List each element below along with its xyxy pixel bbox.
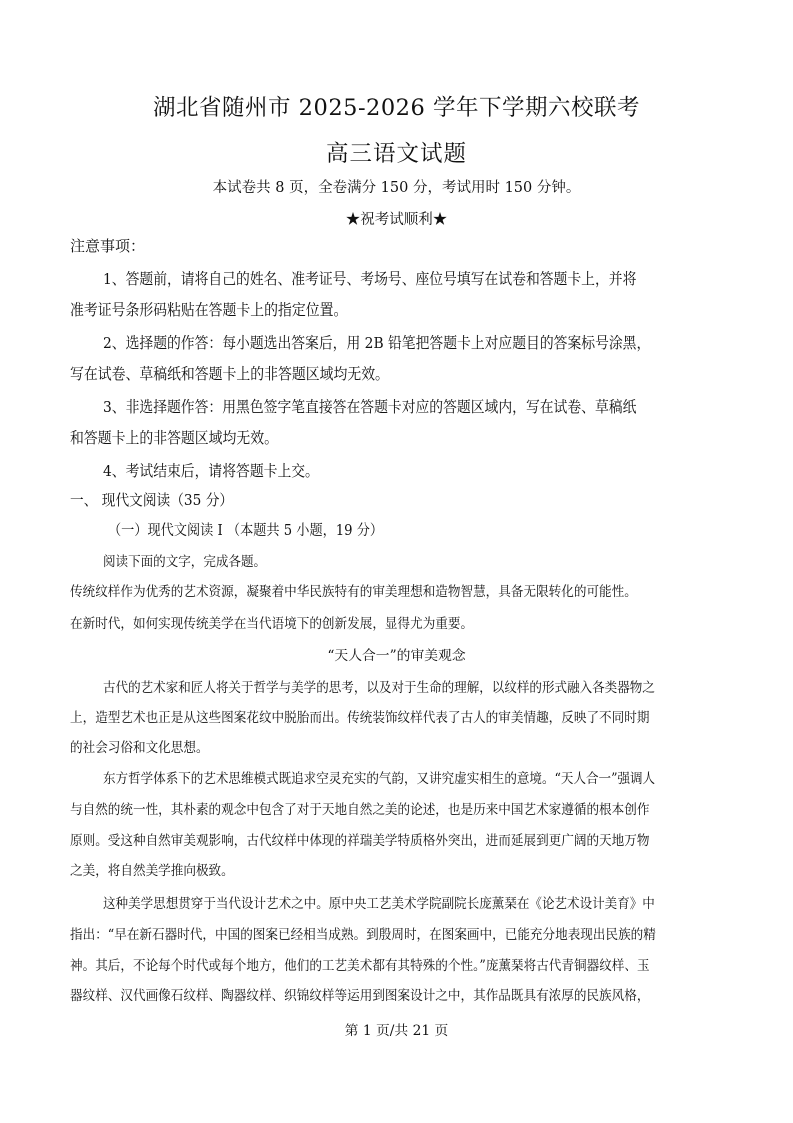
notice-line: 和答题卡上的非答题区域均无效。: [70, 429, 278, 447]
paragraph-line: 古代的艺术家和匠人将关于哲学与美学的思考，以及对于生命的理解，以纹样的形式融入各类器物之: [103, 680, 655, 696]
notice-line: 2、选择题的作答：每小题选出答案后，用 2B 铅笔把答题卡上对应题目的答案标号涂黑，: [103, 334, 651, 352]
intro-line: 传统纹样作为优秀的艺术资源，凝聚着中华民族特有的审美理想和造物智慧，具备无限转化的可能性。: [70, 584, 637, 600]
notice-line: 准考证号条形码粘贴在答题卡上的指定位置。: [70, 301, 348, 319]
exam-subject-title: 高三语文试题: [325, 141, 467, 167]
section-subheading: （一）现代文阅读 I （本题共 5 小题，19 分）: [108, 523, 384, 539]
section-heading: 一、 现代文阅读（35 分）: [70, 491, 234, 509]
page-number: 第 1 页/共 21 页: [344, 1023, 449, 1039]
paragraph-line: 原则。受这种自然审美观影响，古代纹样中体现的祥瑞美学特质格外突出，进而延展到更广阔的天地万物: [70, 833, 650, 849]
paragraph-line: 器纹样、汉代画像石纹样、陶器纹样、织锦纹样等运用到图案设计之中，其作品既具有浓厚的民族风格，: [70, 988, 650, 1004]
blessing: ★祝考试顺利★: [345, 212, 448, 228]
paragraph-line: 神。其后，不论每个时代或每个地方，他们的工艺美术都有其特殊的个性。”庞薰琹将古代青铜器纹样、玉: [70, 958, 650, 974]
notice-line: 4、考试结束后，请将答题卡上交。: [103, 462, 319, 480]
paragraph-line: 指出：“早在新石器时代，中国的图案已经相当成熟。到殷周时，在图案画中，已能充分地表现出民族的精: [70, 927, 656, 943]
notice-line: 3、非选择题作答：用黑色签字笔直接答在答题卡对应的答题区域内，写在试卷、草稿纸: [103, 398, 637, 416]
paragraph-line: 之美，将自然美学推向极致。: [70, 863, 234, 879]
exam-info: 本试卷共 8 页，全卷满分 150 分，考试用时 150 分钟。: [212, 180, 581, 196]
notice-line: 1、答题前，请将自己的姓名、准考证号、考场号、座位号填写在试卷和答题卡上，并将: [103, 270, 637, 288]
paragraph-line: 与自然的统一性，其朴素的观念中包含了对于天地自然之美的论述，也是历来中国艺术家遵循的根本创作: [70, 802, 650, 818]
paragraph-line: 东方哲学体系下的艺术思维模式既追求空灵充实的气韵，又讲究虚实相生的意境。“天人合一”强调人: [103, 771, 656, 787]
notice-line: 写在试卷、草稿纸和答题卡上的非答题区域均无效。: [70, 365, 389, 383]
paragraph-line: 的社会习俗和文化思想。: [70, 740, 209, 756]
paragraph-line: 上，造型艺术也正是从这些图案花纹中脱胎而出。传统装饰纹样代表了古人的审美情趣，反映了不同时期: [70, 710, 650, 726]
paragraph-line: 这种美学思想贯穿于当代设计艺术之中。原中央工艺美术学院副院长庞薰琹在《论艺术设计美育》中: [103, 896, 655, 912]
exam-title: 湖北省随州市 2025-2026 学年下学期六校联考: [153, 95, 640, 121]
intro-line: 在新时代，如何实现传统美学在当代语境下的创新发展，显得尤为重要。: [70, 616, 474, 632]
article-title: “天人合一”的审美观念: [327, 648, 466, 664]
reading-instruction: 阅读下面的文字，完成各题。: [103, 554, 267, 570]
notice-heading: 注意事项：: [70, 237, 146, 255]
